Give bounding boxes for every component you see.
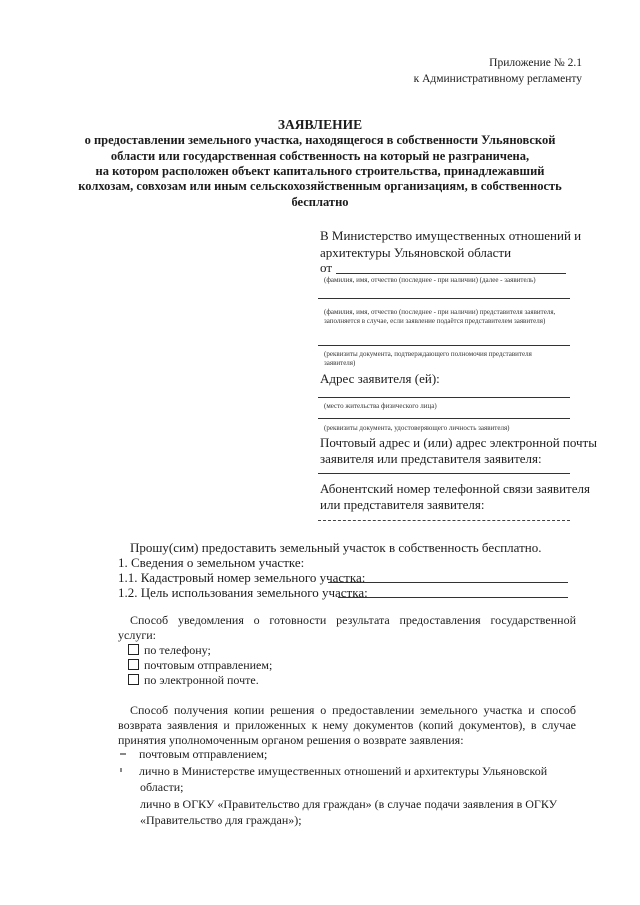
addressee-line-1: В Министерство имущественных отношений и bbox=[320, 228, 582, 243]
regulation-reference: к Административному регламенту bbox=[413, 73, 582, 85]
usage-purpose-field[interactable] bbox=[338, 597, 568, 598]
postal-address-field[interactable] bbox=[318, 473, 570, 474]
notify-phone-checkbox[interactable] bbox=[128, 644, 139, 655]
appendix-number: Приложение № 2.1 bbox=[489, 57, 582, 69]
receipt-intro: Способ получения копии решения о предоставлении земельного участка и способ возврата заявления и приложенных к нему документов (копий документов), в случае принятия уполномоченным органом решения о возврате заявления: bbox=[118, 703, 576, 747]
identity-document-caption: (реквизиты документа, удостоверяющего личность заявителя) bbox=[324, 424, 510, 432]
residence-caption: (место жительства физического лица) bbox=[324, 402, 437, 410]
receipt-ministry-option[interactable] bbox=[120, 764, 547, 779]
representative-name-caption: (фамилия, имя, отчество (последнее - при наличии) представителя заявителя, заполняется в случае, если заявление подаётся представителем заявителя) bbox=[324, 308, 556, 325]
postal-address-label-2: заявителя или представителя заявителя: bbox=[320, 451, 542, 466]
land-info-heading: 1. Сведения о земельном участке: bbox=[118, 555, 305, 570]
notify-email-checkbox[interactable] bbox=[128, 674, 139, 685]
receipt-post-option[interactable] bbox=[120, 747, 267, 762]
representative-name-field[interactable] bbox=[318, 298, 570, 299]
notify-post-label: почтовым отправлением; bbox=[144, 658, 273, 672]
receipt-ministry-label-2: области; bbox=[140, 780, 184, 794]
receipt-center-label-1: лично в ОГКУ «Правительство для граждан» (в случае подачи заявления в ОГКУ bbox=[140, 797, 558, 811]
from-label: от bbox=[320, 260, 333, 275]
receipt-ministry-marker[interactable] bbox=[120, 768, 122, 772]
request-text: Прошу(сим) предоставить земельный участок в собственность бесплатно. bbox=[130, 540, 542, 555]
cadastral-number-field[interactable] bbox=[328, 582, 568, 583]
notification-intro: Способ уведомления о готовности результата предоставления государственной услуги: bbox=[118, 613, 576, 642]
title-line-1: о предоставлении земельного участка, находящегося в собственности Ульяновской bbox=[84, 133, 556, 147]
phone-field[interactable] bbox=[318, 520, 570, 521]
title-line-5: бесплатно bbox=[291, 195, 349, 209]
title-line-2: области или государственная собственность на который не разграничена, bbox=[110, 149, 530, 163]
residence-field[interactable] bbox=[318, 397, 570, 398]
identity-document-field[interactable] bbox=[318, 418, 570, 419]
receipt-ministry-label-1: лично в Министерстве имущественных отношений и архитектуры Ульяновской bbox=[139, 764, 548, 778]
notify-phone-label: по телефону; bbox=[144, 643, 211, 657]
notify-phone-option[interactable] bbox=[128, 643, 211, 658]
receipt-post-label: почтовым отправлением; bbox=[139, 747, 268, 761]
usage-purpose-label: 1.2. Цель использования земельного участка: bbox=[118, 585, 368, 600]
receipt-center-label-2: «Правительство для граждан»); bbox=[140, 813, 302, 827]
notify-post-checkbox[interactable] bbox=[128, 659, 139, 670]
applicant-name-field[interactable] bbox=[336, 273, 566, 274]
postal-address-label-1: Почтовый адрес и (или) адрес электронной почты bbox=[320, 435, 597, 450]
authority-document-field[interactable] bbox=[318, 345, 570, 346]
notify-post-option[interactable] bbox=[128, 658, 272, 673]
title-line-4: колхозам, совхозам или иным сельскохозяйственным организациям, в собственность bbox=[78, 179, 562, 193]
address-label: Адрес заявителя (ей): bbox=[320, 371, 440, 386]
authority-document-caption: (реквизиты документа, подтверждающего полномочия представителя заявителя) bbox=[324, 350, 532, 367]
phone-label-1: Абонентский номер телефонной связи заявителя bbox=[320, 481, 590, 496]
applicant-name-caption: (фамилия, имя, отчество (последнее - при наличии) (далее - заявитель) bbox=[324, 276, 536, 284]
title-line-3: на котором расположен объект капитального строительства, принадлежавший bbox=[95, 164, 545, 178]
document-title: ЗАЯВЛЕНИЕ bbox=[277, 117, 363, 132]
receipt-post-marker[interactable] bbox=[120, 753, 126, 755]
phone-label-2: или представителя заявителя: bbox=[320, 497, 485, 512]
notify-email-option[interactable] bbox=[128, 673, 259, 688]
notify-email-label: по электронной почте. bbox=[144, 673, 259, 687]
cadastral-number-label: 1.1. Кадастровый номер земельного участка: bbox=[118, 570, 366, 585]
addressee-line-2: архитектуры Ульяновской области bbox=[320, 245, 512, 260]
